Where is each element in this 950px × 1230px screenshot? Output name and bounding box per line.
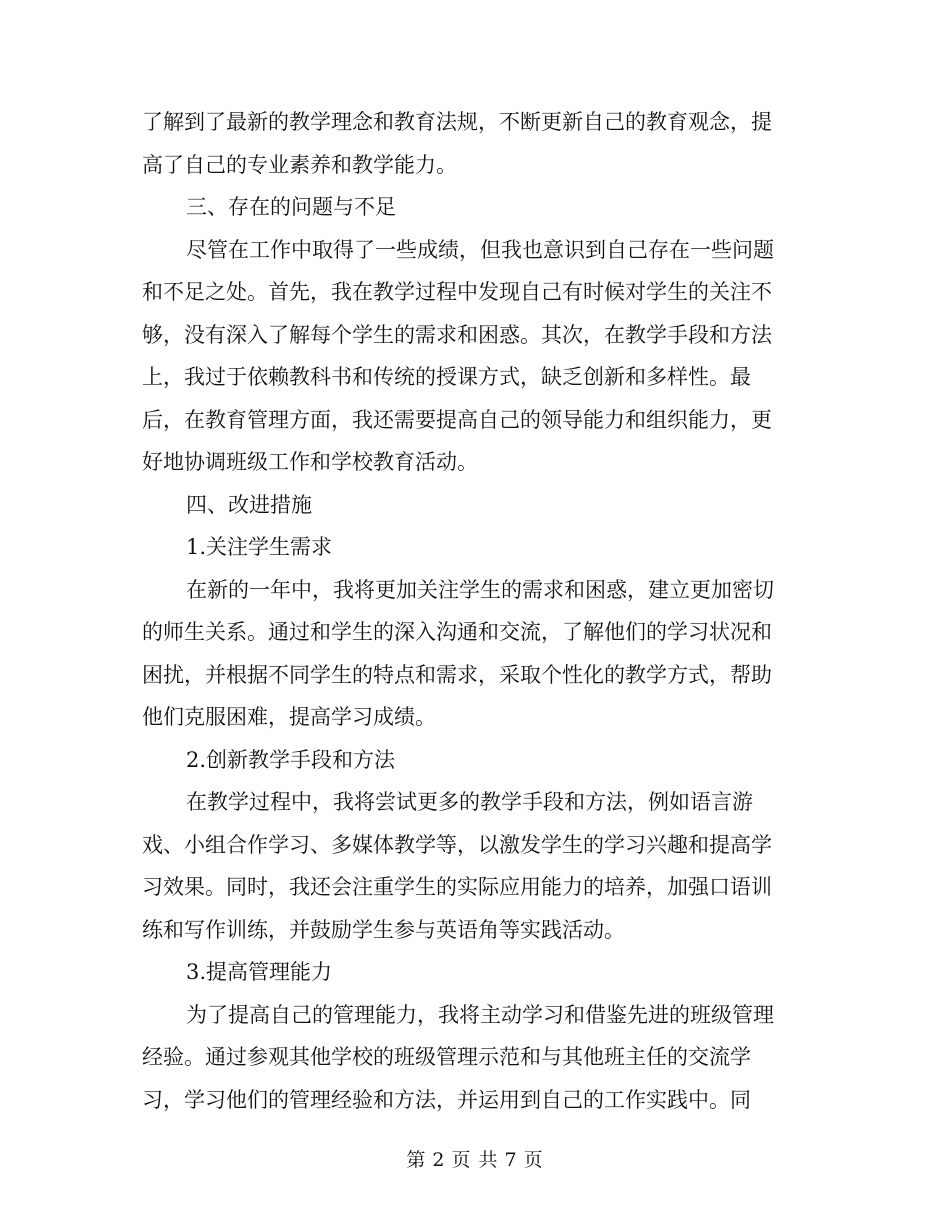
footer-prefix: 第: [406, 1149, 427, 1171]
page-footer: [0, 1146, 950, 1174]
footer-suffix: 页: [523, 1149, 544, 1171]
text-line: 3.提高管理能力: [186, 960, 333, 984]
footer-total-pages: 7: [504, 1149, 518, 1171]
text-line: 习，学习他们的管理经验和方法，并运用到自己的工作实践中。同: [142, 1087, 751, 1112]
text-line: 了解到了最新的教学理念和教育法规，不断更新自己的教育观念，提: [142, 110, 772, 134]
text-line: 四、改进措施: [186, 492, 312, 517]
text-line: 上，我过于依赖教科书和传统的授课方式，缺乏创新和多样性。最: [142, 365, 751, 389]
text-line: 1.关注学生需求: [186, 535, 333, 559]
text-line: 和不足之处。首先，我在教学过程中发现自己有时候对学生的关注不: [142, 280, 772, 304]
text-line: 高了自己的专业素养和教学能力。: [142, 152, 457, 177]
text-line: 2.创新教学手段和方法: [186, 747, 396, 772]
text-line: 习效果。同时，我还会注重学生的实际应用能力的培养，加强口语训: [142, 875, 772, 899]
text-line: 的师生关系。通过和学生的深入沟通和交流，了解他们的学习状况和: [142, 620, 772, 644]
footer-page-number: 2: [432, 1149, 446, 1171]
text-line: 好地协调班级工作和学校教育活动。: [142, 450, 478, 474]
text-line: 经验。通过参观其他学校的班级管理示范和与其他班主任的交流学: [142, 1045, 751, 1069]
text-line: 困扰，并根据不同学生的特点和需求，采取个性化的教学方式，帮助: [142, 662, 772, 687]
text-line: 为了提高自己的管理能力，我将主动学习和借鉴先进的班级管理: [186, 1002, 774, 1027]
text-line: 尽管在工作中取得了一些成绩，但我也意识到自己存在一些问题: [186, 237, 774, 262]
text-line: 够，没有深入了解每个学生的需求和困惑。其次，在教学手段和方法: [142, 322, 772, 347]
text-line: 戏、小组合作学习、多媒体教学等，以激发学生的学习兴趣和提高学: [142, 832, 772, 857]
text-line: 在新的一年中，我将更加关注学生的需求和困惑，建立更加密切: [186, 577, 774, 602]
text-line: 他们克服困难，提高学习成绩。: [142, 705, 436, 729]
document-body: [142, 101, 802, 1121]
text-line: 三、存在的问题与不足: [186, 195, 396, 219]
text-line: 练和写作训练，并鼓励学生参与英语角等实践活动。: [142, 917, 625, 942]
text-line: 后，在教育管理方面，我还需要提高自己的领导能力和组织能力，更: [142, 407, 772, 432]
text-line: 在教学过程中，我将尝试更多的教学手段和方法，例如语言游: [186, 790, 753, 814]
footer-middle: 页 共: [451, 1149, 499, 1171]
